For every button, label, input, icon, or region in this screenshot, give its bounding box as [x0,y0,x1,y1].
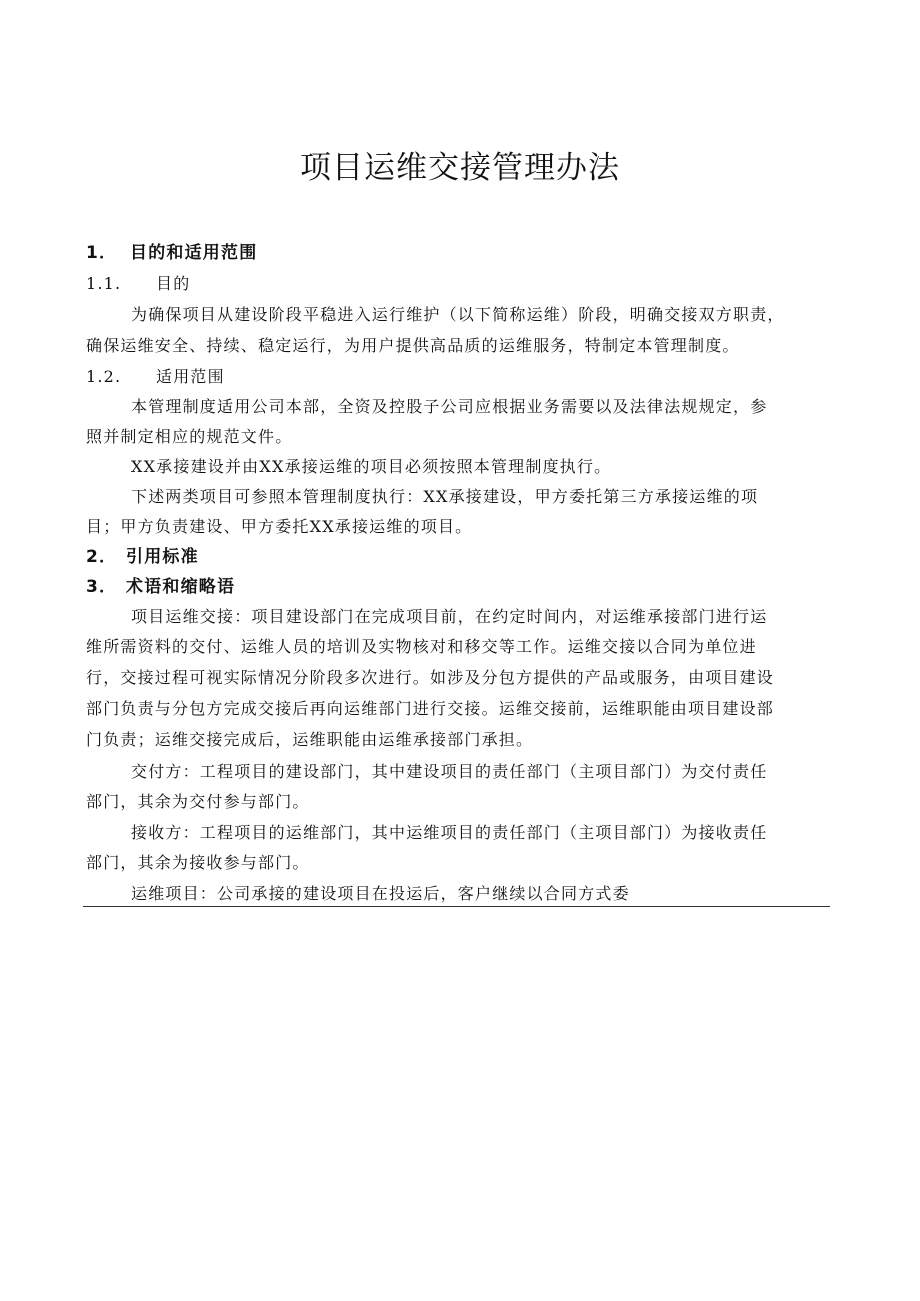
paragraph-line: XX承接建设并由XX承接运维的项目必须按照本管理制度执行。 [131,457,612,476]
paragraph-line: 部门，其余为交付参与部门。 [86,792,310,811]
paragraph-line: 目；甲方负责建设、甲方委托XX承接运维的项目。 [86,517,473,536]
paragraph-line: 照并制定相应的规范文件。 [86,427,293,446]
paragraph-line: 下述两类项目可参照本管理制度执行：XX承接建设，甲方委托第三方承接运维的项 [131,487,759,506]
paragraph-line: 本管理制度适用公司本部，全资及控股子公司应根据业务需要以及法律法规规定，参 [131,397,768,416]
document-title: 项目运维交接管理办法 [300,150,620,186]
subsection-title: 目的 [156,274,191,293]
paragraph-line: 门负责；运维交接完成后，运维职能由运维承接部门承担。 [86,730,534,749]
paragraph-line: 行，交接过程可视实际情况分阶段多次进行。如涉及分包方提供的产品或服务，由项目建设 [86,668,775,687]
section-heading-3 [86,576,235,598]
paragraph-line: 维所需资料的交付、运维人员的培训及实物核对和移交等工作。运维交接以合同为单位进 [86,637,757,656]
paragraph-line: 部门负责与分包方完成交接后再向运维部门进行交接。运维交接前，运维职能由项目建设部 [86,699,775,718]
section-number: 1． [86,243,118,263]
page-bottom-rule [83,906,830,907]
paragraph-line: 为确保项目从建设阶段平稳进入运行维护（以下简称运维）阶段，明确交接双方职责， [131,305,785,324]
paragraph-line: 确保运维安全、持续、稳定运行，为用户提供高品质的运维服务，特制定本管理制度。 [86,336,740,355]
subsection-number: 1.2. [86,367,122,386]
subsection-heading-1-2 [86,366,225,388]
subsection-heading-1-1 [86,273,190,295]
paragraph-line: 接收方：工程项目的运维部门，其中运维项目的责任部门（主项目部门）为接收责任 [131,823,768,842]
paragraph-line: 运维项目：公司承接的建设项目在投运后，客户继续以合同方式委 [131,884,630,903]
section-title: 目的和适用范围 [130,243,258,263]
section-title: 术语和缩略语 [126,577,236,597]
section-heading-1 [86,242,257,264]
subsection-number: 1.1. [86,274,122,293]
section-heading-2 [86,546,199,568]
section-number: 3． [86,577,118,597]
paragraph-line: 部门，其余为接收参与部门。 [86,853,310,872]
subsection-title: 适用范围 [156,367,225,386]
section-title: 引用标准 [126,547,199,567]
paragraph-line: 项目运维交接：项目建设部门在完成项目前，在约定时间内，对运维承接部门进行运 [131,607,768,626]
section-number: 2． [86,547,118,567]
paragraph-line: 交付方：工程项目的建设部门，其中建设项目的责任部门（主项目部门）为交付责任 [131,762,768,781]
